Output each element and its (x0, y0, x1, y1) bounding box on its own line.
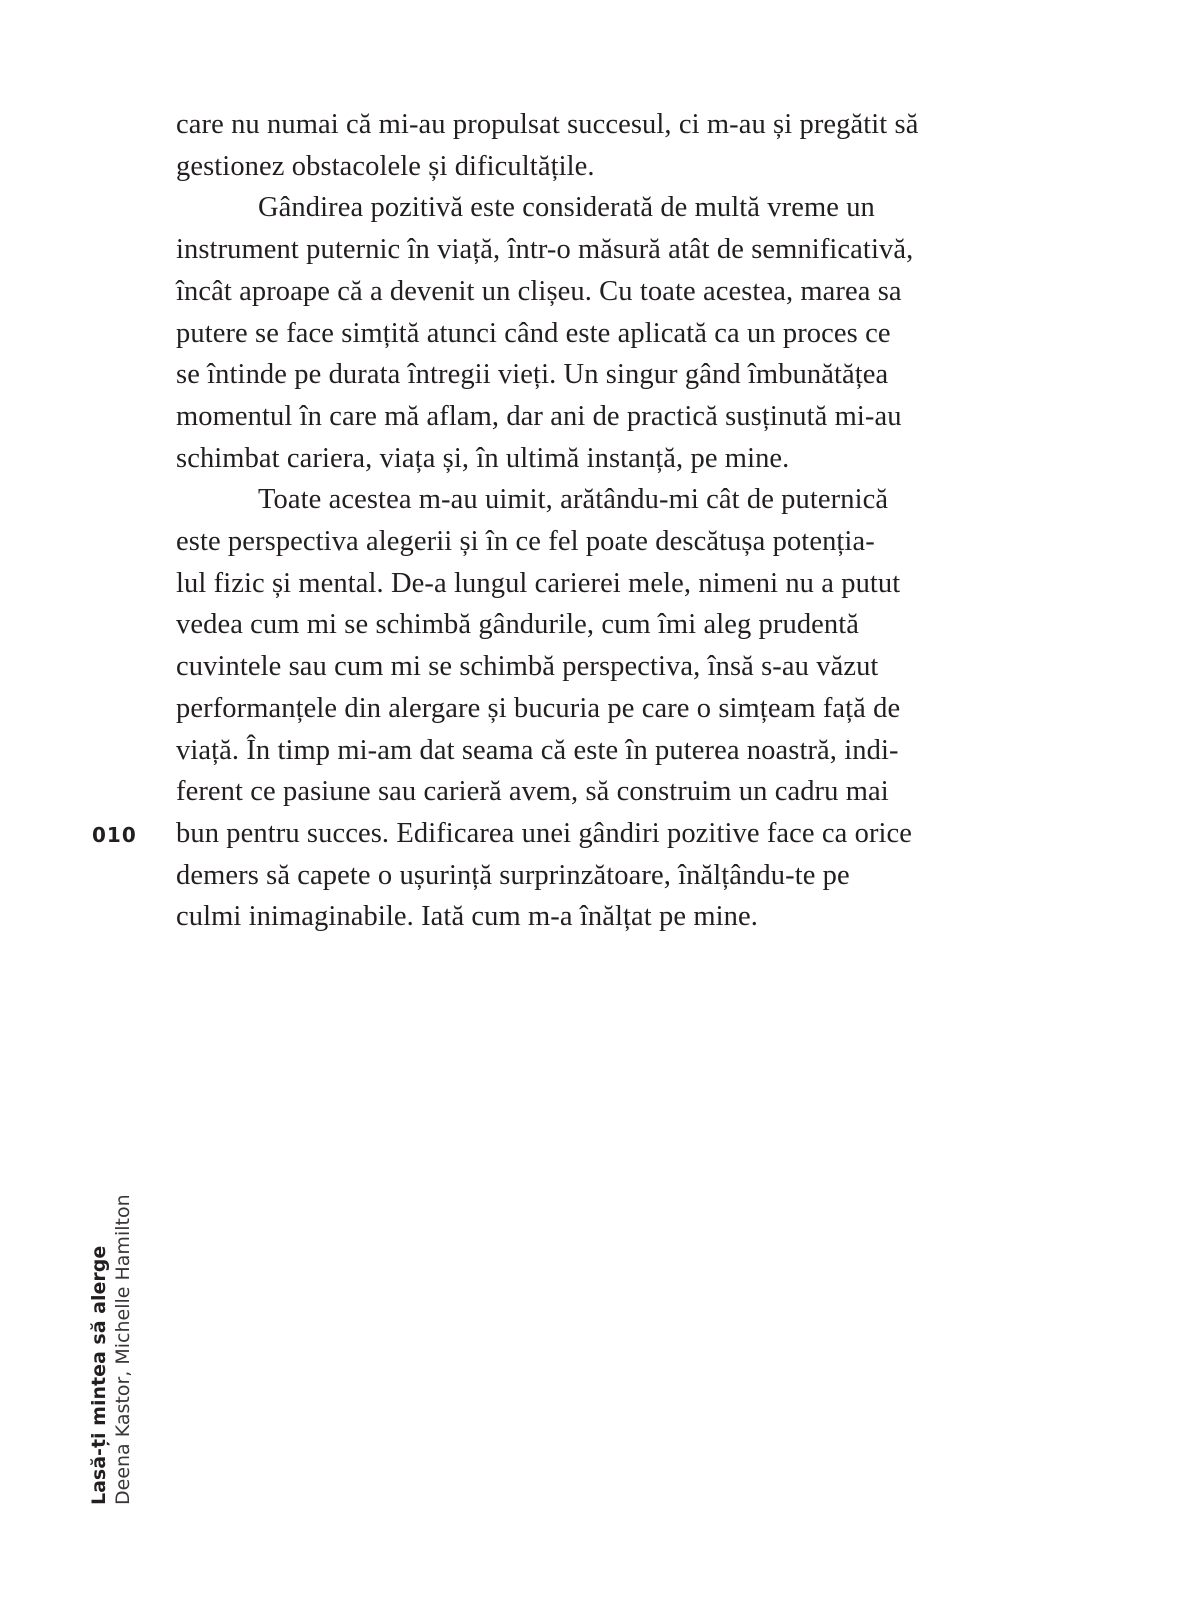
text-line: schimbat cariera, viața și, în ultimă instanță, pe mine. (176, 442, 790, 474)
text-line: putere se face simțită atunci când este aplicată ca un proces ce (176, 317, 891, 349)
text-line: bun pentru succes. Edificarea unei gândiri pozitive face ca orice (176, 817, 913, 849)
page-number: 010 (92, 823, 137, 847)
book-title: Lasă-ți mintea să alerge (88, 1245, 110, 1505)
body-text (176, 104, 1036, 938)
text-line: lul fizic și mental. De-a lungul carierei mele, nimeni nu a putut (176, 567, 901, 599)
text-line: gestionez obstacolele și dificultățile. (176, 150, 595, 182)
text-line: demers să capete o ușurință surprinzătoare, înălțându-te pe (176, 859, 850, 891)
text-line: vedea cum mi se schimbă gândurile, cum îmi aleg prudentă (176, 609, 860, 641)
text-line: culmi inimaginabile. Iată cum m-a înălțat pe mine. (176, 901, 758, 933)
text-line: ferent ce pasiune sau carieră avem, să construim un cadru mai (176, 776, 889, 808)
text-line: instrument puternic în viață, într-o măsură atât de semnificativă, (176, 234, 914, 266)
text-line: se întinde pe durata întregii vieți. Un singur gând îmbunătățea (176, 359, 889, 391)
text-line: momentul în care mă aflam, dar ani de practică susținută mi-au (176, 400, 902, 432)
text-line: încât aproape că a devenit un clișeu. Cu toate acestea, marea sa (176, 275, 902, 307)
text-line: care nu numai că mi-au propulsat succesul, ci m-au și pregătit să (176, 109, 919, 140)
paragraph-start-line: Gândirea pozitivă este considerată de multă vreme un (258, 192, 875, 224)
text-line: este perspectiva alegerii și în ce fel poate descătușa potenția- (176, 526, 875, 558)
text-line: performanțele din alergare și bucuria pe care o simțeam față de (176, 692, 901, 724)
book-authors: Deena Kastor, Michelle Hamilton (111, 1194, 134, 1505)
text-line: viață. În timp mi-am dat seama că este în puterea noastră, indi- (176, 734, 899, 766)
paragraph-start-line: Toate acestea m-au uimit, arătându-mi cât de puternică (258, 484, 889, 516)
running-footer (88, 1194, 135, 1505)
text-line: cuvintele sau cum mi se schimbă perspectiva, însă s-au văzut (176, 651, 879, 683)
